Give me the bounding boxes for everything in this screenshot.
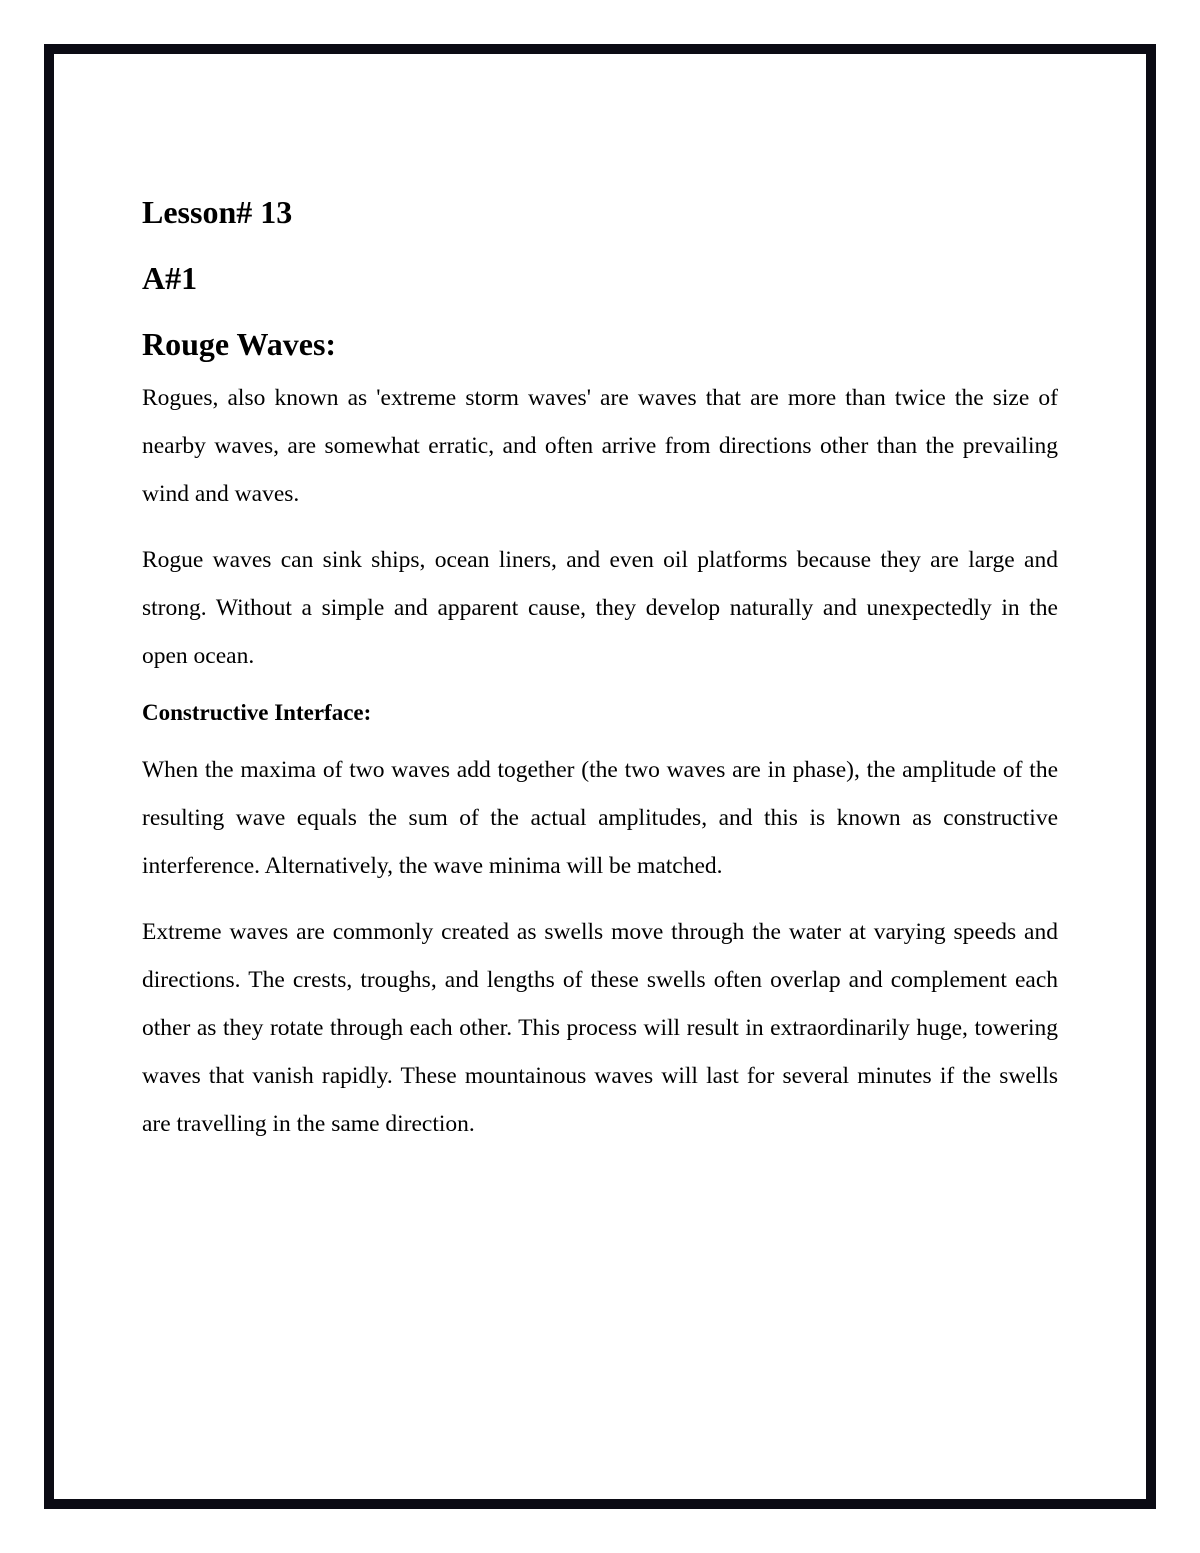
paragraph-extreme-waves: Extreme waves are commonly created as swells move through the water at varying speeds and directions. The crests, troughs, and lengths of these swells often overlap and complement each other as they rotate through each other. This process will result in extraordinarily huge, towering waves that vanish rapidly. These mountainous waves will last for several minutes if the swells are travelling in the same direction.	[142, 919, 1058, 1137]
section-heading: Rouge Waves:	[142, 326, 337, 362]
subheading-constructive-interface: Constructive Interface:	[142, 700, 372, 725]
assignment-title: A#1	[142, 260, 198, 296]
paragraph-rogues-definition: Rogues, also known as 'extreme storm waves' are waves that are more than twice the size of nearby waves, are somewhat erratic, and often arrive from directions other than the prevailing wind and waves.	[142, 385, 1058, 507]
paragraph-constructive-interference: When the maxima of two waves add together (the two waves are in phase), the amplitude of the resulting wave equals the sum of the actual amplitudes, and this is known as constructive interference. Alternatively, the wave minima will be matched.	[142, 757, 1058, 879]
lesson-title: Lesson# 13	[142, 194, 293, 230]
document-body	[142, 190, 1058, 1148]
paragraph-rogue-danger: Rogue waves can sink ships, ocean liners, and even oil platforms because they are large and strong. Without a simple and apparent cause, they develop naturally and unexpectedly in the open ocean.	[142, 547, 1058, 669]
